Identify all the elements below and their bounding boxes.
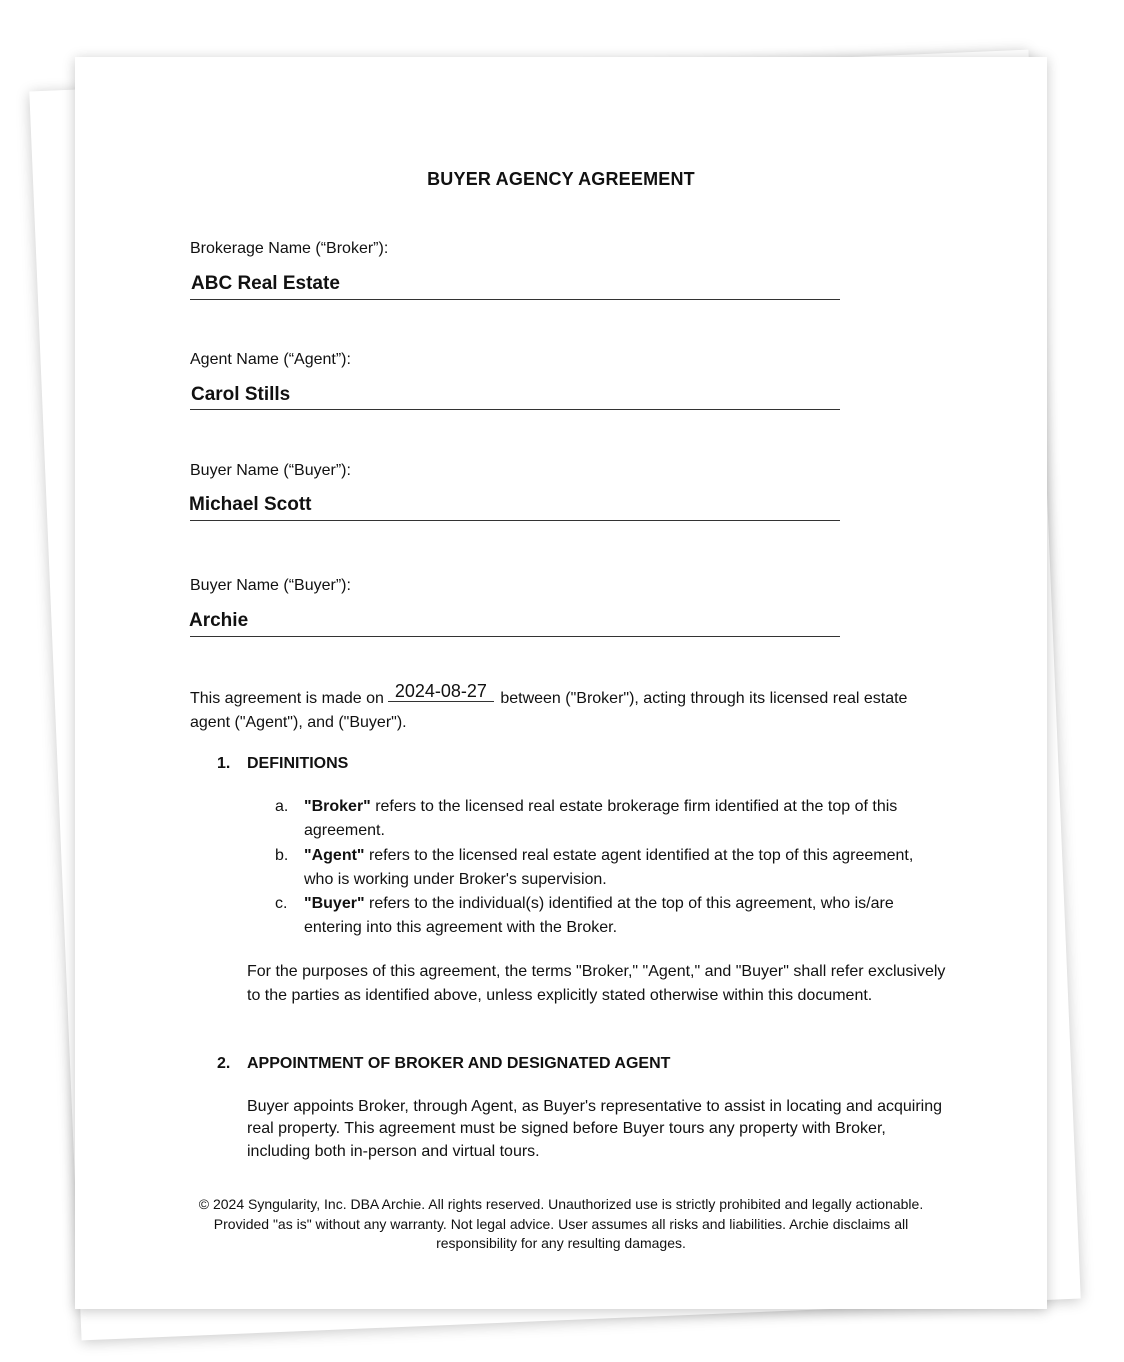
appointment-paragraph: Buyer appoints Broker, through Agent, as Buyer's representative to assist in locating and acquiring real property. This agreement must be signed before Buyer tours any property with Broker, including both in-person and virtual tours. — [247, 1098, 943, 1160]
second-buyer-name-underline — [190, 636, 840, 637]
section-heading — [217, 1055, 937, 1073]
definition-text: refers to the licensed real estate agent identified at the top of this agreement, who is working under Broker's supervision. — [304, 846, 914, 888]
second-buyer-name-value[interactable]: Archie — [189, 610, 249, 631]
agreement-intro — [190, 681, 910, 735]
defined-term: "Broker" — [304, 798, 371, 815]
buyer-name-label: Buyer Name (“Buyer”): — [190, 462, 351, 479]
intro-text-before: This agreement is made on — [190, 690, 384, 707]
section-appointment — [217, 1055, 937, 1073]
definition-text: refers to the licensed real estate brokerage firm identified at the top of this agreement. — [304, 798, 898, 840]
defined-term: "Buyer" — [304, 895, 365, 913]
list-item-letter: b. — [275, 846, 289, 864]
definitions-list — [273, 795, 938, 941]
list-item — [273, 892, 938, 941]
section-heading — [217, 755, 937, 773]
list-item — [273, 795, 938, 844]
definition-text: refers to the individual(s) identified at the top of this agreement, who is/are entering into this agreement with the Broker. — [304, 895, 894, 937]
agent-name-underline — [190, 409, 840, 410]
document-title: BUYER AGENCY AGREEMENT — [427, 169, 695, 189]
list-item-letter: c. — [275, 895, 288, 913]
section-number: 2. — [217, 1055, 231, 1072]
copyright-footer: © 2024 Syngularity, Inc. DBA Archie. All rights reserved. Unauthorized use is strictly prohibited and legally actionable. Provided "as is" without any warranty. Not legal advice. User assumes all risks and liabilities. Archie disclaims all responsibility for any resulting damages. — [198, 1196, 924, 1251]
list-item-letter: a. — [275, 798, 289, 815]
list-item — [273, 844, 938, 893]
agent-name-value[interactable]: Carol Stills — [191, 384, 291, 405]
defined-term: "Agent" — [304, 846, 365, 864]
section-title: DEFINITIONS — [247, 755, 349, 772]
buyer-name-underline — [190, 520, 840, 521]
second-buyer-name-label: Buyer Name (“Buyer”): — [190, 577, 351, 594]
intro-text-after: between ("Broker"), acting through its licensed real estate agent ("Agent"), and ("Buyer"). — [190, 690, 908, 731]
section-definitions — [217, 755, 937, 773]
definitions-paragraph: For the purposes of this agreement, the terms "Broker," "Agent," and "Buyer" shall refer exclusively to the parties as identified above, unless explicitly stated otherwise within this document. — [247, 963, 946, 1005]
front-page — [75, 57, 1047, 1309]
section-number: 1. — [217, 755, 231, 772]
brokerage-name-underline — [190, 299, 840, 300]
agent-name-label: Agent Name (“Agent”): — [190, 351, 351, 368]
brokerage-name-value[interactable]: ABC Real Estate — [191, 273, 340, 294]
brokerage-name-label: Brokerage Name (“Broker”): — [190, 240, 389, 257]
buyer-name-value[interactable]: Michael Scott — [189, 494, 312, 515]
agreement-date-field[interactable]: 2024-08-27 — [388, 681, 494, 702]
section-title: APPOINTMENT OF BROKER AND DESIGNATED AGENT — [247, 1055, 671, 1072]
